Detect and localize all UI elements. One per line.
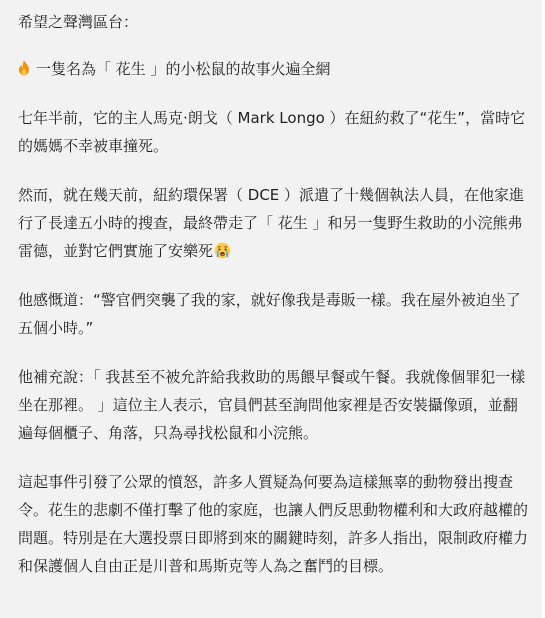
fire-icon <box>18 60 30 76</box>
paragraph-2-text: 然而，就在幾天前，紐約環保署（ DCE ）派遣了十幾個執法人員，在他家進行了長達五小時的搜查，最終帶走了「 花生 」和另一隻野生救助的小浣熊弗雷德，並對它們實施了安樂死 <box>18 186 525 260</box>
post-paragraph-4: 他補充說：「 我甚至不被允許給我救助的馬餵早餐或午餐。我就像個罪犯一樣坐在那裡。 」這位主人表示，官員們甚至詢問他家裡是否安裝攝像頭，並翻遍每個櫃子、角落，只為尋找松鼠和小浣熊。 <box>18 368 526 442</box>
post-paragraph-5: 這起事件引發了公眾的憤怒，許多人質疑為何要為這樣無辜的動物發出搜查令。花生的悲劇不僅打擊了他的家庭，也讓人們反思動物權利和大政府越權的問題。特別是在大選投票日即將到來的關鍵時刻，許多人指出，限制政府權力和保護個人自由正是川普和馬斯克等人為之奮鬥的目標。 <box>18 473 529 575</box>
post-headline <box>18 55 531 83</box>
post-greeting: 希望之聲灣區台： <box>18 13 139 31</box>
post-paragraph-3: 他感慨道：“警官們突襲了我的家，就好像我是毒販一樣。我在屋外被迫坐了五個小時。” <box>18 291 521 337</box>
headline-text: 一隻名為「 花生 」的小松鼠的故事火遍全網 <box>36 60 331 78</box>
post-paragraph-2 <box>18 181 531 265</box>
post-paragraph-1: 七年半前，它的主人馬克·朗戈（ Mark Longo ）在紐約救了“花生”，當時它的媽媽不幸被車撞死。 <box>18 109 526 155</box>
crying-face-icon <box>214 242 231 259</box>
